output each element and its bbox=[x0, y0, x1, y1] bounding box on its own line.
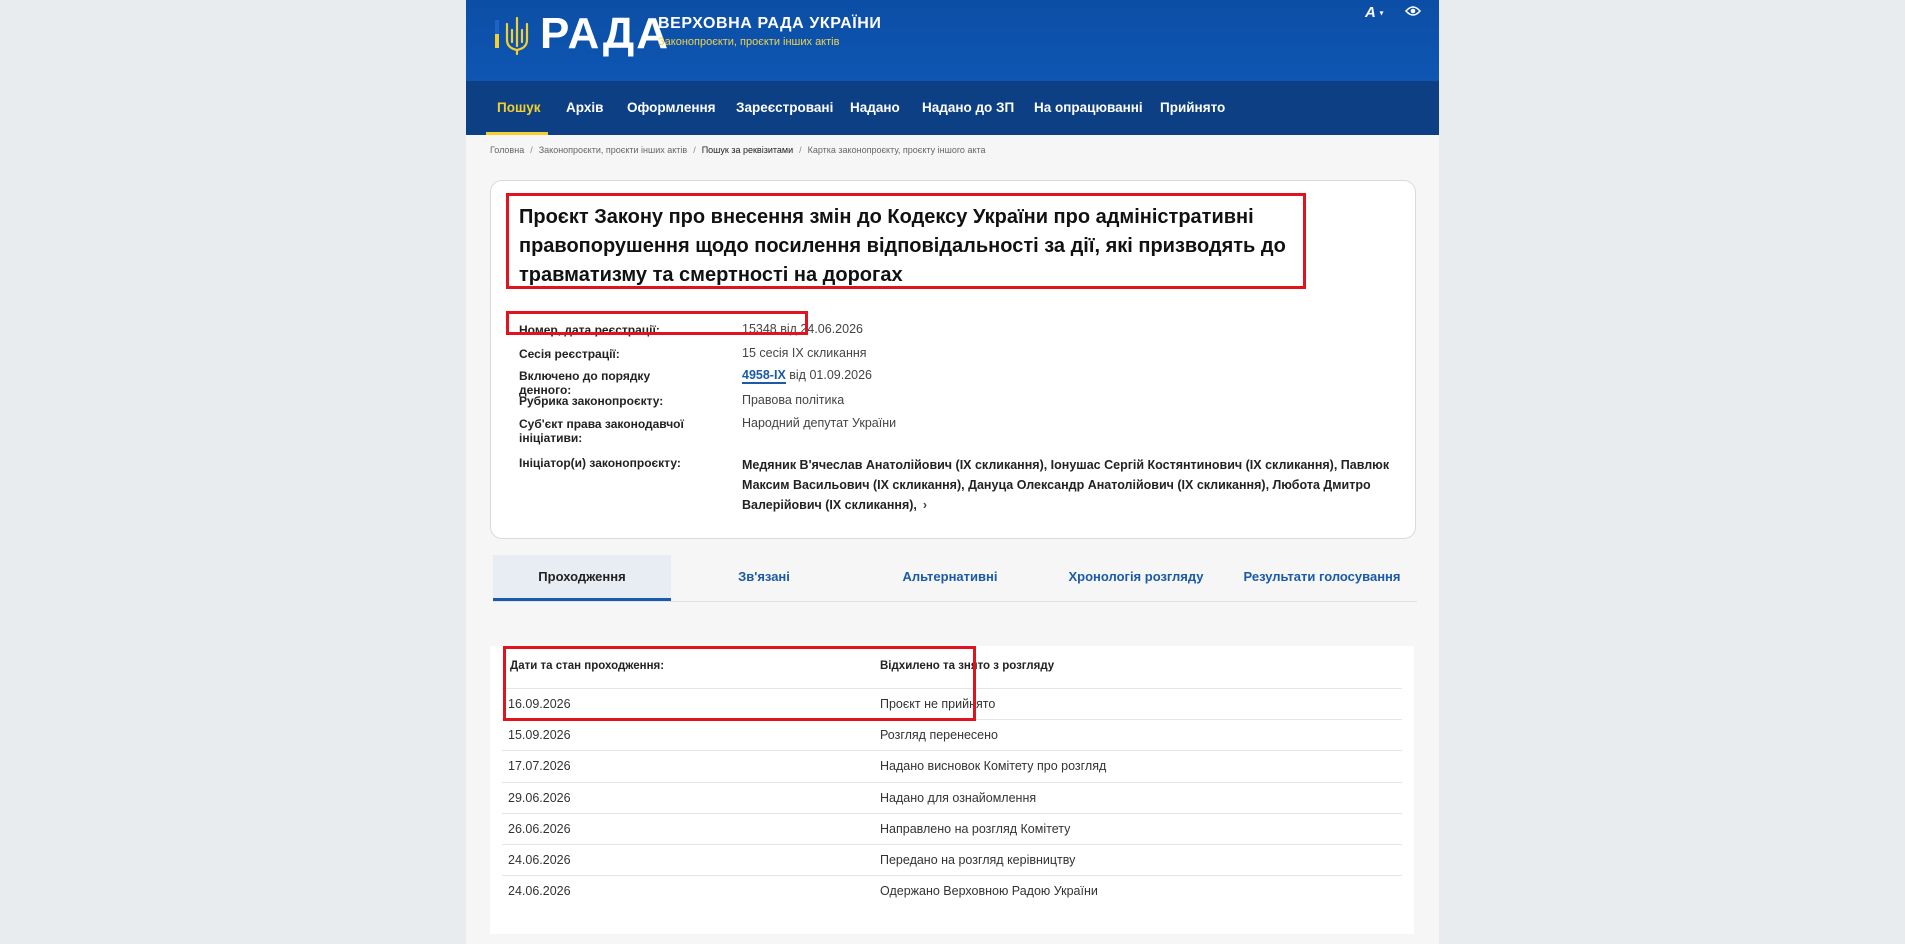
row-state: Проєкт не прийнято bbox=[880, 697, 996, 711]
site-title[interactable]: ВЕРХОВНА РАДА УКРАЇНИ bbox=[658, 15, 882, 32]
main-nav bbox=[466, 81, 1439, 135]
chevron-down-icon: ▾ bbox=[1379, 8, 1384, 18]
breadcrumb-search[interactable]: Пошук за реквізитами bbox=[701, 145, 794, 155]
rubric-label: Рубрика законопроєкту: bbox=[519, 394, 664, 408]
breadcrumb: Головна / Законопроєкти, проєкти інших актів / Пошук за реквізитами / Картка законопроєкту, проєкту іншого акта bbox=[490, 145, 986, 155]
bill-card bbox=[490, 180, 1416, 539]
status-header-left: Дати та стан проходження: bbox=[510, 660, 665, 672]
site-header bbox=[466, 0, 1439, 81]
tab-related[interactable]: Зв'язані bbox=[738, 569, 790, 584]
table-row bbox=[502, 813, 1402, 845]
table-row bbox=[502, 844, 1402, 876]
row-state: Направлено на розгляд Комітету bbox=[880, 822, 1071, 836]
row-date: 17.07.2026 bbox=[508, 759, 571, 773]
page bbox=[466, 0, 1439, 944]
breadcrumb-home[interactable]: Головна bbox=[490, 145, 525, 155]
row-date: 16.09.2026 bbox=[508, 697, 571, 711]
nav-item-search[interactable]: Пошук bbox=[497, 100, 541, 115]
agenda-link[interactable]: 4958-IX bbox=[742, 368, 786, 382]
nav-item-submitted-zp[interactable]: Надано до ЗП bbox=[922, 100, 1015, 115]
table-row bbox=[502, 719, 1402, 751]
status-header-right: Відхилено та знято з розгляду bbox=[880, 660, 1055, 672]
row-date: 29.06.2026 bbox=[508, 791, 571, 805]
page-title: Проєкт Закону про внесення змін до Кодексу України про адміністративні правопорушення щодо посилення відповідальності за дії, які призводять до травматизму та смертності на дорогах bbox=[519, 206, 1286, 286]
font-size-label: A bbox=[1365, 4, 1376, 21]
subject-label: Суб'єкт права законодавчої ініціативи: bbox=[519, 417, 684, 445]
row-date: 24.06.2026 bbox=[508, 853, 571, 867]
subject-value: Народний депутат України bbox=[742, 416, 897, 430]
title-highlight bbox=[506, 193, 1306, 289]
row-state: Одержано Верховною Радою України bbox=[880, 884, 1098, 898]
active-nav-indicator bbox=[486, 132, 548, 135]
tab-chronology[interactable]: Хронологія розгляду bbox=[1068, 569, 1204, 584]
initiators-list: Медяник В'ячеслав Анатолійович (IX скликання), Іонушас Сергій Костянтинович (IX скликання), Павлюк Максим Васильович (IX скликання), Дануца Олександр Анатолійович (IX скликання), Любота Дмитро Валерійович (IX скликання), bbox=[742, 458, 1390, 512]
status-highlight bbox=[503, 646, 976, 721]
site-subtitle: Законопроєкти, проєкти інших актів bbox=[658, 36, 840, 48]
table-row bbox=[502, 875, 1402, 907]
row-date: 26.06.2026 bbox=[508, 822, 571, 836]
trident-icon bbox=[503, 16, 531, 56]
breadcrumb-bills[interactable]: Законопроєкти, проєкти інших актів bbox=[538, 145, 688, 155]
table-row bbox=[502, 782, 1402, 814]
row-state: Розгляд перенесено bbox=[880, 728, 998, 742]
nav-item-archive[interactable]: Архів bbox=[566, 100, 604, 115]
initiators-label: Ініціатор(и) законопроєкту: bbox=[519, 456, 681, 470]
row-state: Надано висновок Комітету про розгляд bbox=[880, 759, 1107, 773]
agenda-value bbox=[742, 368, 872, 383]
rubric-value: Правова політика bbox=[742, 393, 845, 407]
tab-alternative[interactable]: Альтернативні bbox=[902, 569, 998, 584]
flag-mark bbox=[495, 20, 499, 48]
row-state: Передано на розгляд керівництву bbox=[880, 853, 1076, 867]
nav-item-processing[interactable]: На опрацюванні bbox=[1034, 100, 1143, 115]
agenda-date: від 01.09.2026 bbox=[789, 368, 873, 382]
font-size-button[interactable] bbox=[1365, 4, 1383, 21]
breadcrumb-current: Картка законопроєкту, проєкту іншого акта bbox=[807, 145, 986, 155]
tab-bar bbox=[493, 555, 1417, 602]
reg-value: 15348 від 24.06.2026 bbox=[742, 322, 863, 336]
row-state: Надано для ознайомлення bbox=[880, 791, 1037, 805]
initiators-value bbox=[742, 455, 1402, 515]
nav-item-adopted[interactable]: Прийнято bbox=[1160, 100, 1226, 115]
row-date: 15.09.2026 bbox=[508, 728, 571, 742]
logo-wordmark[interactable]: РАДА bbox=[540, 9, 671, 58]
nav-item-drafting[interactable]: Оформлення bbox=[627, 100, 716, 115]
tab-progress[interactable]: Проходження bbox=[493, 555, 671, 601]
reg-highlight bbox=[506, 311, 808, 335]
session-label: Сесія реєстрації: bbox=[519, 347, 620, 361]
session-value: 15 сесія IX скликання bbox=[742, 346, 867, 360]
eye-icon[interactable] bbox=[1405, 5, 1421, 17]
reg-label: Номер, дата реєстрації: bbox=[519, 323, 660, 337]
nav-item-registered[interactable]: Зареєстровані bbox=[736, 100, 834, 115]
agenda-label: Включено до порядку денного: bbox=[519, 369, 651, 397]
nav-item-submitted[interactable]: Надано bbox=[850, 100, 900, 115]
row-date: 24.06.2026 bbox=[508, 884, 571, 898]
tab-voting-results[interactable]: Результати голосування bbox=[1243, 569, 1401, 584]
table-row bbox=[502, 750, 1402, 782]
status-table bbox=[490, 646, 1414, 934]
chevron-right-icon[interactable]: › bbox=[922, 498, 928, 512]
